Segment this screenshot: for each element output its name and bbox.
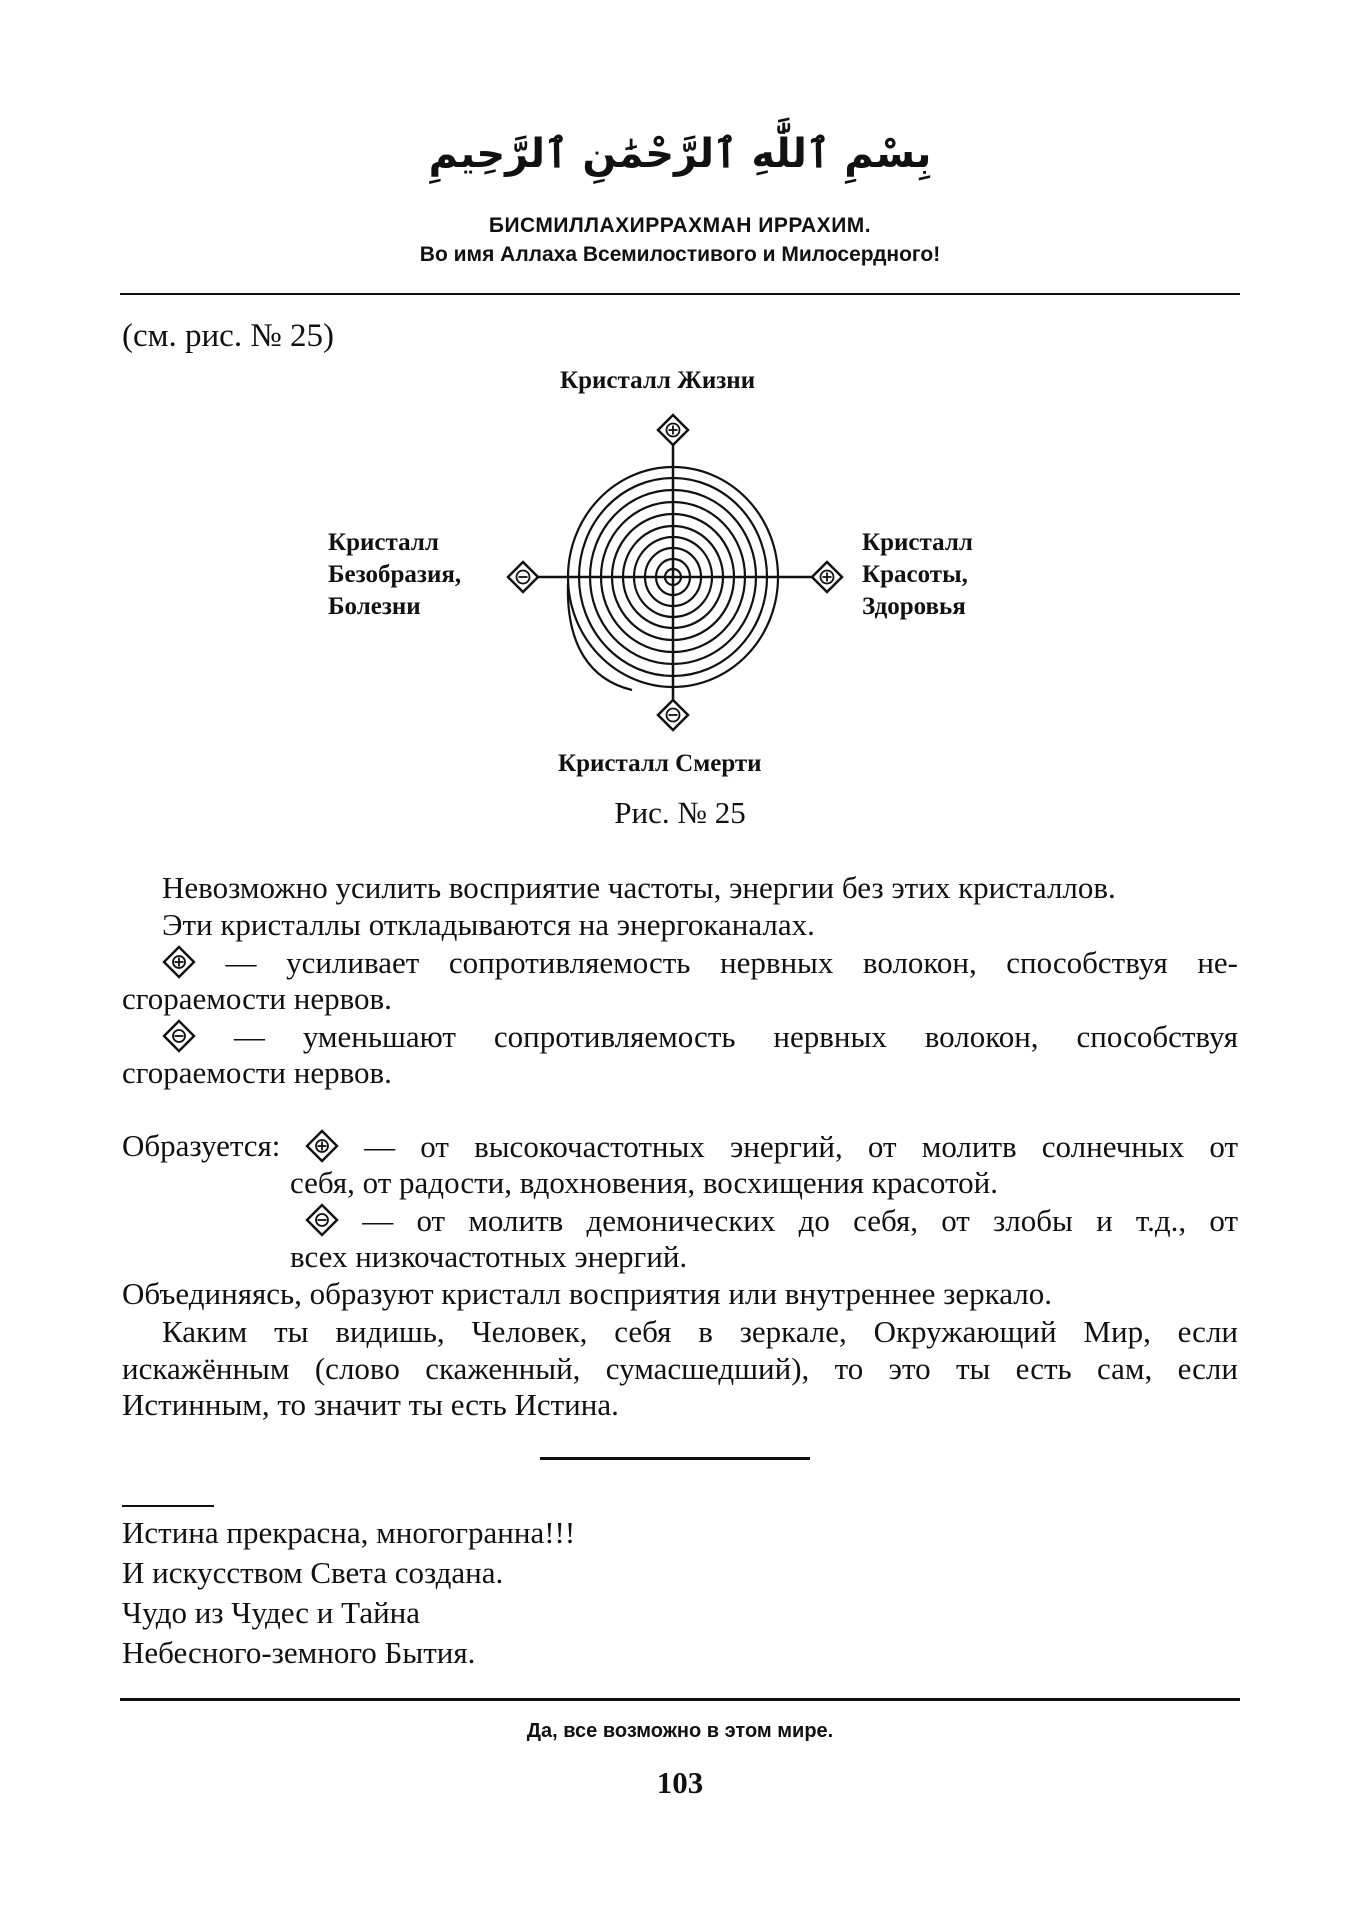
body-line: Невозможно усилить восприятие частоты, энергии без этих кристаллов. <box>162 870 1116 905</box>
forms-plus-text: — от высокочастотных энергий, от молитв солнечных от <box>364 1129 1238 1164</box>
footer-note: Да, все возможно в этом мире. <box>526 1720 834 1742</box>
plus-crystal-icon <box>162 945 196 979</box>
plus-crystal-icon <box>305 1129 339 1163</box>
label-right <box>862 527 973 623</box>
final-paragraph-line: искажённым (слово скаженный, сумасшедший), то это ты есть сам, если <box>122 1351 1238 1386</box>
label-left <box>328 527 461 623</box>
bismillah-calligraphy <box>428 95 932 205</box>
plus-crystal-icon <box>812 562 842 592</box>
forms-minus <box>305 1202 1238 1239</box>
plus-description-text: — усиливает сопротивляемость нервных волокон, способствуя не- <box>225 945 1239 980</box>
forms-label: Образуется: <box>122 1128 281 1163</box>
plus-description <box>162 944 1238 981</box>
label-left-line: Болезни <box>328 593 421 620</box>
minus-crystal-icon <box>305 1203 339 1237</box>
bismillah-calligraphy-text: بِسْمِ ٱللَّٰهِ ٱلرَّحْمَٰنِ ٱلرَّحِيمِ <box>428 131 932 177</box>
minus-crystal-icon <box>658 700 688 730</box>
footer-divider <box>120 1698 1240 1701</box>
label-left-line: Кристалл <box>328 529 439 556</box>
header-subtitle: Во имя Аллаха Всемилостивого и Милосердного! <box>419 243 941 266</box>
label-right-line: Кристалл <box>862 529 973 556</box>
label-left-line: Безобразия, <box>328 561 462 588</box>
figure-reference: (см. рис. № 25) <box>122 318 335 354</box>
label-top: Кристалл Жизни <box>560 367 756 394</box>
label-right-line: Красоты, <box>862 561 968 588</box>
section-divider <box>540 1457 810 1460</box>
minus-description <box>162 1018 1238 1055</box>
body-line: себя, от радости, вдохновения, восхищения красотой. <box>290 1165 998 1200</box>
final-paragraph-line: Каким ты видишь, Человек, себя в зеркале, Окружающий Мир, если <box>162 1314 1238 1349</box>
page-number: 103 <box>656 1765 704 1800</box>
poem-line: И искусством Света создана. <box>122 1555 504 1590</box>
final-paragraph-line: Истинным, то значит ты есть Истина. <box>122 1387 619 1422</box>
label-right-line: Здоровья <box>862 593 966 620</box>
forms-minus-text: — от молитв демонических до себя, от злобы и т.д., от <box>362 1203 1239 1238</box>
poem-line: Небесного-земного Бытия. <box>122 1635 476 1670</box>
body-line: всех низкочастотных энергий. <box>290 1239 688 1274</box>
header-divider <box>120 293 1240 295</box>
body-line: сгораемости нервов. <box>122 1055 392 1090</box>
footnote-divider <box>122 1505 214 1507</box>
body-line: сгораемости нервов. <box>122 981 392 1016</box>
poem-line: Истина прекрасна, многогранна!!! <box>122 1515 576 1550</box>
label-bottom: Кристалл Смерти <box>558 750 762 777</box>
header-title: БИСМИЛЛАХИРРАХМАН ИРРАХИМ. <box>488 214 872 237</box>
minus-description-text: — уменьшают сопротивляемость нервных волокон, способствуя <box>233 1019 1238 1054</box>
crystal-diagram <box>490 405 860 775</box>
figure-caption: Рис. № 25 <box>614 795 746 830</box>
minus-crystal-icon <box>508 562 538 592</box>
poem-line: Чудо из Чудес и Тайна <box>122 1595 421 1630</box>
minus-crystal-icon <box>162 1019 196 1053</box>
forms-plus <box>305 1128 1238 1165</box>
plus-crystal-icon <box>658 415 688 445</box>
body-line: Объединяясь, образуют кристалл восприятия или внутреннее зеркало. <box>122 1276 1053 1311</box>
body-line: Эти кристаллы откладываются на энергоканалах. <box>162 907 815 942</box>
